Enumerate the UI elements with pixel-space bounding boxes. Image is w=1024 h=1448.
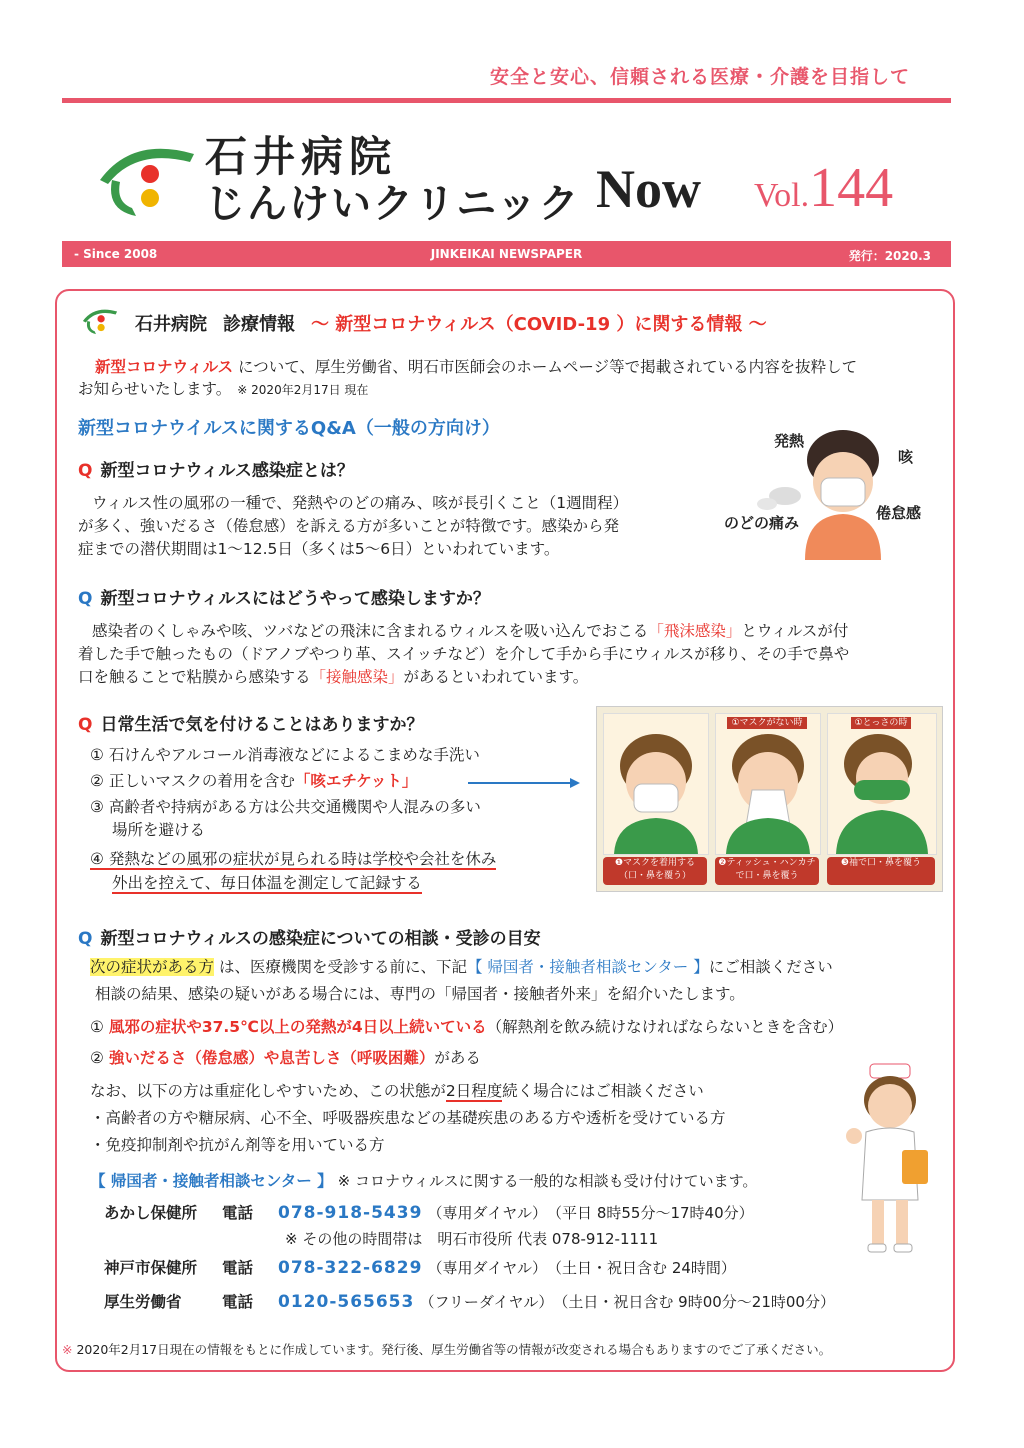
q3-item-3: ③ 高齢者や持病がある方は公共交通機関や人混みの多い — [90, 798, 481, 816]
center-row-mhlw: 厚生労働省 電話 0120-565653 （フリーダイヤル） （土日・祝日含む 9時00分～21時00分） — [104, 1292, 835, 1312]
panel-tissue — [715, 713, 821, 855]
q2-text-1: 感染者のくしゃみや咳、ツバなどの飛沫に含まれるウィルスを吸い込んでおこる「飛沫感染」とウィルスが付 — [92, 622, 849, 640]
panel3-top-label: ①とっさの時 — [851, 717, 912, 729]
cough-etiquette-illustration — [596, 706, 943, 892]
q4-criterion-2: ② 強いだるさ（倦怠感）や息苦しさ（呼吸困難）がある — [90, 1049, 481, 1067]
panel3-caption: ❸袖で口・鼻を覆う — [827, 857, 935, 885]
q4-text-2: 相談の結果、感染の疑いがある場合には、専門の「帰国者・接触者外来」を紹介いたします。 — [95, 985, 745, 1003]
panel-mask — [603, 713, 709, 855]
q4-bullet-1: ・高齢者の方や糖尿病、心不全、呼吸器疾患などの基礎疾患のある方や透析を受けている方 — [90, 1109, 726, 1127]
q2-text-2: 着した手で触ったもの（ドアノブやつり革、スイッチなど）を介して手から手にウィルスが移り、その手で鼻や — [78, 645, 850, 663]
center-row-akashi: あかし保健所 電話 078-918-5439 （専用ダイヤル） （平日 8時55分～17時40分） — [104, 1203, 754, 1223]
section-logo — [80, 306, 120, 336]
q1-text-2: が多く、強いだるさ（倦怠感）を訴える方が多いことが特徴です。感染から発 — [78, 517, 619, 535]
q2-title: Q 新型コロナウィルスにはどうやって感染しますか？ — [78, 589, 490, 609]
header-divider — [62, 98, 951, 103]
q4-title: Q 新型コロナウィルスの感染症についての相談・受診の目安 — [78, 929, 541, 949]
q4-criterion-1: ① 風邪の症状や37.5℃以上の発熱が4日以上続いている（解熱剤を飲み続けなければならないときを含む） — [90, 1018, 844, 1036]
since-text: - Since 2008 — [74, 247, 158, 261]
newsletter-title: Now — [596, 159, 701, 219]
q1-text-1: ウィルス性の風邪の一種で、発熱やのどの痛み、咳が長引くこと（1週間程） — [92, 494, 629, 512]
panel1-caption: ❶マスクを着用する（口・鼻を覆う） — [603, 857, 707, 885]
panel-sleeve — [827, 713, 937, 855]
hospital-logo — [92, 140, 202, 220]
q4-note: なお、以下の方は重症化しやすいため、この状態が2日程度続く場合にはご相談ください — [90, 1082, 704, 1100]
q3-item-1: ① 石けんやアルコール消毒液などによるこまめな手洗い — [90, 746, 480, 764]
phone-akashi[interactable]: 078-918-5439 — [278, 1203, 423, 1223]
symptom-fever: 発熱 — [774, 432, 805, 450]
q3-item-2: ② 正しいマスクの着用を含む「咳エチケット」 — [90, 772, 418, 790]
header-band — [62, 241, 951, 267]
q1-text-3: 症までの潜伏期間は1～12.5日（多くは5～6日）といわれています。 — [78, 540, 560, 558]
q4-text-1: 次の症状がある方 は、医療機関を受診する前に、下記【 帰国者・接触者相談センター 】にご相談ください — [90, 958, 833, 976]
q3-item-4-cont: 外出を控えて、毎日体温を測定して記録する — [112, 874, 422, 892]
q3-item-3-cont: 場所を避ける — [112, 821, 206, 839]
q4-bullet-2: ・免疫抑制剤や抗がん剤等を用いている方 — [90, 1136, 385, 1154]
tagline: 安全と安心、信頼される医療・介護を目指して — [489, 66, 910, 88]
panel2-caption: ❷ティッシュ・ハンカチで口・鼻を覆う — [715, 857, 819, 885]
nurse-illustration — [840, 1060, 936, 1256]
q3-item-4: ④ 発熱などの風邪の症状が見られる時は学校や会社を休み — [90, 850, 497, 868]
hospital-name: 石井病院 — [205, 132, 398, 181]
q2-text-3: 口を触ることで粘膜から感染する「接触感染」があるといわれています。 — [78, 668, 589, 686]
center-row-kobe: 神戸市保健所 電話 078-322-6829 （専用ダイヤル） （土日・祝日含む 24時間） — [104, 1258, 736, 1278]
panel2-top-label: ①マスクがない時 — [727, 717, 806, 729]
arrow-icon — [468, 776, 580, 790]
symptom-fatigue: 倦怠感 — [876, 504, 922, 522]
qa-title: 新型コロナウイルスに関するQ&A（一般の方向け） — [78, 418, 500, 439]
intro-paragraph: 新型コロナウィルス について、厚生労働省、明石市医師会のホームページ等で掲載されている内容を抜粋して — [95, 358, 858, 376]
section-heading: 石井病院 診療情報 ～ 新型コロナウィルス（COVID-19 ）に関する情報 ～ — [135, 314, 767, 335]
band-title: JINKEIKAI NEWSPAPER — [430, 247, 583, 261]
issue-date: 発行：2020.3 — [848, 249, 931, 263]
other-hours-note: ※ その他の時間帯は 明石市役所 代表 078-912-1111 — [285, 1230, 659, 1248]
footer-note: ※ 2020年2月17日現在の情報をもとに作成しています。発行後、厚生労働省等の情報が改変される場合もありますのでご了承ください。 — [62, 1342, 832, 1357]
q3-title: Q 日常生活で気を付けることはありますか？ — [78, 715, 424, 735]
symptom-throat: のどの痛み — [724, 514, 800, 532]
volume-number: Vol.144 — [754, 157, 894, 219]
phone-kobe[interactable]: 078-322-6829 — [278, 1258, 423, 1278]
q1-title: Q 新型コロナウィルス感染症とは？ — [78, 461, 354, 481]
phone-mhlw[interactable]: 0120-565653 — [278, 1292, 415, 1312]
intro-paragraph-line2: お知らせいたします。 ※ 2020年2月17日 現在 — [78, 380, 369, 398]
center-heading: 【 帰国者・接触者相談センター 】 ※ コロナウィルスに関する一般的な相談も受け付けています。 — [90, 1172, 758, 1190]
symptom-illustration — [725, 420, 940, 560]
symptom-cough: 咳 — [898, 448, 914, 466]
clinic-name: じんけいクリニック — [205, 180, 581, 227]
